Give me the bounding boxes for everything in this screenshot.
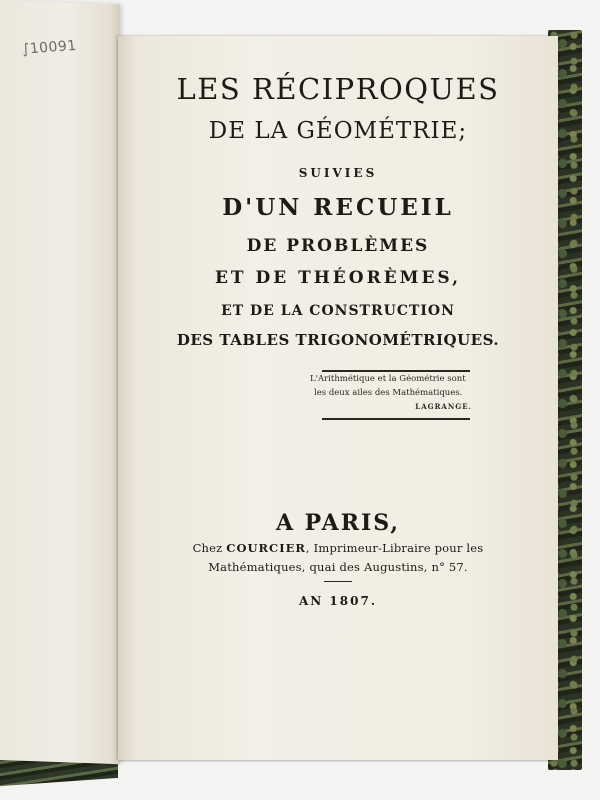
epigraph [310, 372, 480, 414]
title-line-7: ET DE LA CONSTRUCTION [221, 303, 455, 319]
title-line-5: DE PROBLÈMES [246, 236, 430, 256]
title-line-6: ET DE THÉORÈMES, [214, 268, 462, 288]
imprint-line-1-suffix: , Imprimeur-Libraire pour les [305, 541, 484, 555]
title-line-3: SUIVIES [298, 166, 378, 180]
title-line-4: D'UN RECUEIL [222, 194, 454, 221]
imprint-year: AN 1807. [298, 594, 378, 608]
imprint-short-rule [324, 581, 352, 582]
title-line-8: DES TABLES TRIGONOMÉTRIQUES. [176, 331, 500, 349]
epigraph-bottom-rule [322, 418, 470, 420]
publisher-name: COURCIER [226, 541, 306, 555]
epigraph-line-2: les deux ailes des Mathématiques. [314, 388, 463, 398]
imprint-line-2: Mathématiques, quai des Augustins, n° 57. [208, 560, 468, 574]
epigraph-author: LAGRANGE. [415, 402, 472, 411]
imprint-line-1-prefix: Chez [192, 541, 227, 555]
imprint-line-1 [118, 541, 558, 555]
epigraph-line-1: L'Arithmétique et la Géométrie sont [310, 374, 466, 384]
title-line-2: DE LA GÉOMÉTRIE; [208, 118, 468, 144]
front-endpaper [0, 0, 120, 764]
title-line-1: LES RÉCIPROQUES [176, 72, 500, 106]
imprint-place: A PARIS, [275, 510, 401, 536]
pencil-inventory-note: ∫10091 [21, 37, 78, 58]
title-page [118, 36, 558, 760]
